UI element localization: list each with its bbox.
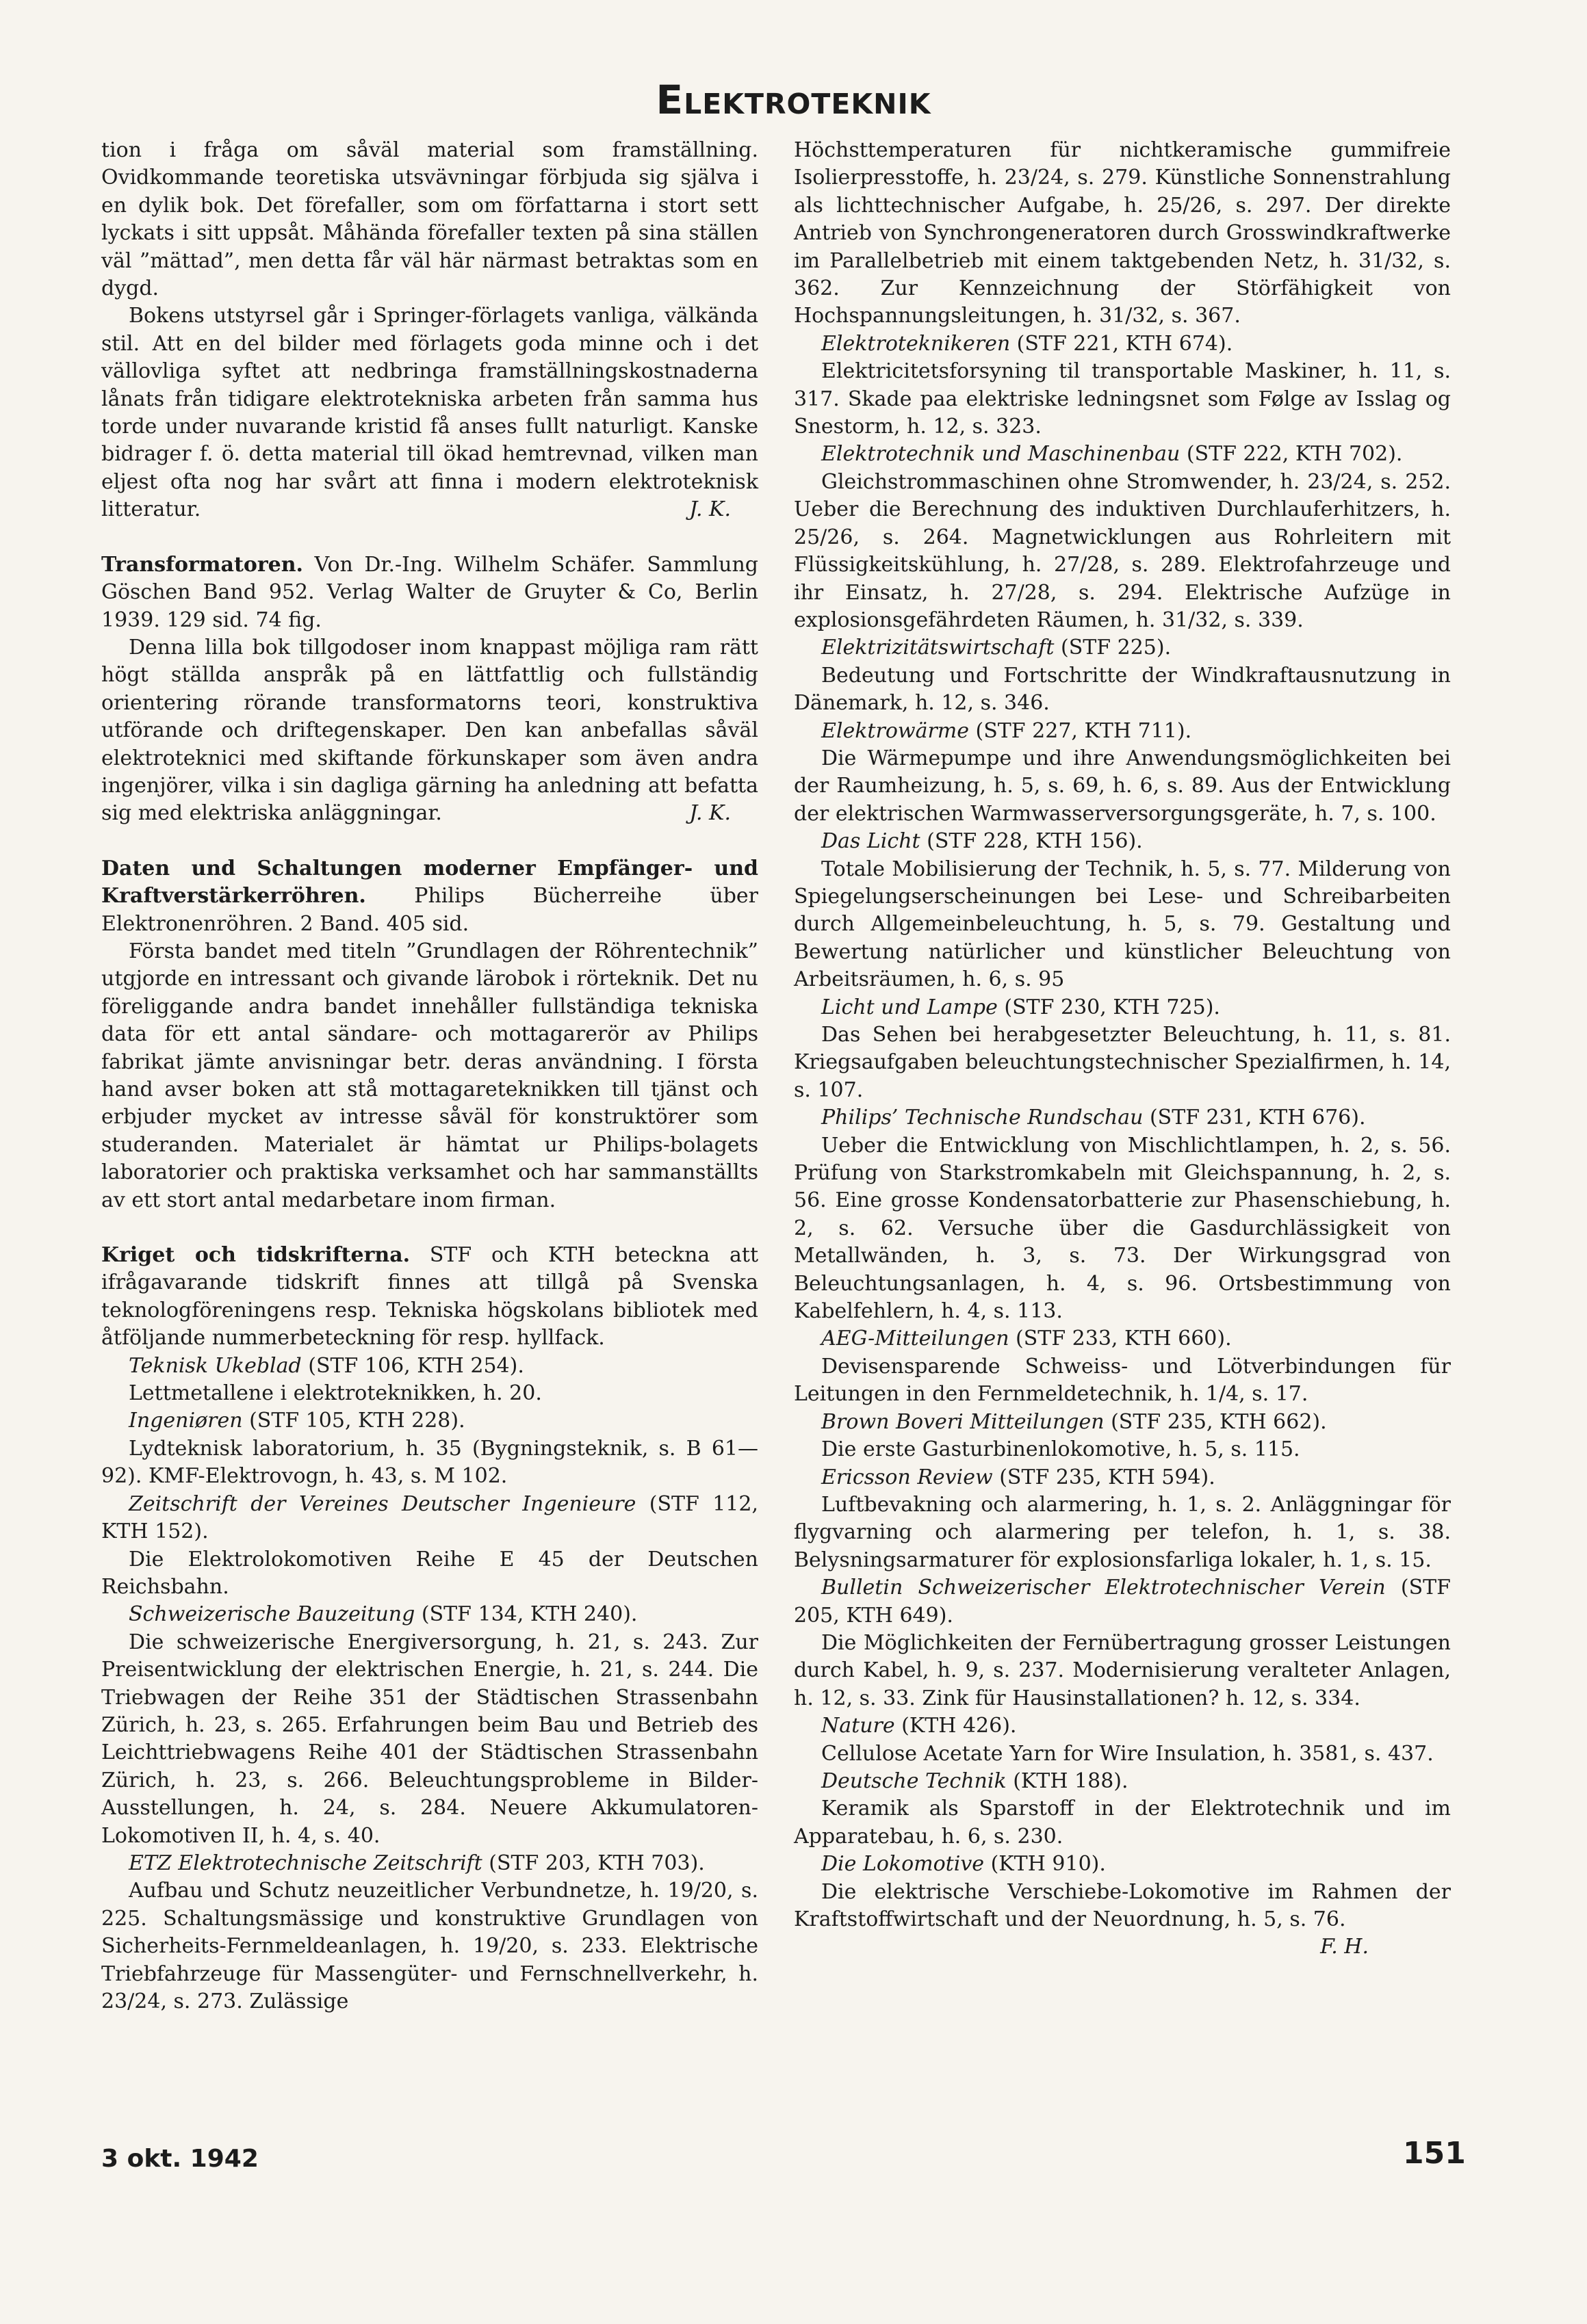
journal-articles: Elektricitetsforsyning til transportable Maskiner, h. 11, s. 317. Skade paa elektriske ledningsnet som Følge av Isslag og Snestorm, h. 12, s. 323. <box>794 359 1451 439</box>
journal-entry: Teknisk Ukeblad (STF 106, KTH 254). <box>129 1353 524 1378</box>
journal-entry: ETZ Elektrotechnische Zeitschrift (STF 203, KTH 703). <box>129 1851 705 1875</box>
journal-articles: Die Elektrolokomotiven Reihe E 45 der Deutschen Reichsbahn. <box>101 1547 758 1599</box>
journal-entry: Bulletin Schweizerischer Elektrotechnischer Verein (STF 205, KTH 649). <box>794 1576 1451 1628</box>
journal-entry: Elektrizitätswirtschaft (STF 225). <box>821 636 1172 660</box>
journal-entry: Brown Boveri Mitteilungen (STF 235, KTH 662). <box>821 1409 1327 1434</box>
page-number: 151 <box>1403 2136 1466 2171</box>
journal-entry: Deutsche Technik (KTH 188). <box>821 1768 1128 1793</box>
journal-articles: Keramik als Sparstoff in der Elektrotechnik und im Apparatebau, h. 6, s. 230. <box>794 1797 1451 1849</box>
journal-articles: Höchsttemperaturen für nichtkeramische gummifreie Isolierpresstoffe, h. 23/24, s. 279. Künstliche Sonnenstrahlung als lichttechnischer Aufgabe, h. 25/26, s. 297. Der direkte Antrieb von Synchrongeneratoren durch Grosswindkraftwerke im Parallelbetrieb mit einem taktgebenden Netz, h. 31/32, s. 362. Zur Kennzeichnung der Störfähigkeit von Hochspannungsleitungen, h. 31/32, s. 367. <box>794 138 1451 328</box>
review-daten-und-schaltungen: Daten und Schaltungen moderner Empfänger- und Kraftverstärkerröhren. Philips Bücherreihe über Elektronenröhren. 2 Band. 405 sid. <box>101 856 758 936</box>
review-transformatoren: Transformatoren. Von Dr.-Ing. Wilhelm Schäfer. Sammlung Göschen Band 952. Verlag Walter de Gruyter & Co, Berlin 1939. 129 sid. 74 fig. <box>101 552 758 632</box>
review-title: Transformatoren. <box>101 552 304 577</box>
signature: J. K. <box>689 801 731 826</box>
review-title: Daten und Schaltungen moderner Empfänger- und Kraftverstärkerröhren. <box>101 856 758 909</box>
paragraph: tion i fråga om såväl material som framställning. Ovidkommande teoretiska utsvävningar förbjuda sig själva i en dylik bok. Det förefaller, som om författarna i stort sett lyckats i sitt uppsåt. Måhända förefaller texten på sina ställen väl ”mättad”, men detta får väl här närmast betraktas som en dygd. <box>101 138 758 301</box>
journal-articles: Luftbevakning och alarmering, h. 1, s. 2. Anläggningar för flygvarning och alarmering per telefon, h. 1, s. 38. Belysningsarmaturer för explosionsfarliga lokaler, h. 1, s. 15. <box>794 1492 1451 1572</box>
journal-entry: Nature (KTH 426). <box>821 1714 1017 1738</box>
journal-entry: Ericsson Review (STF 235, KTH 594). <box>821 1465 1215 1489</box>
journal-articles: Gleichstrommaschinen ohne Stromwender, h. 23/24, s. 252. Ueber die Berechnung des induktiven Durchlauferhitzers, h. 25/26, s. 264. Magnetwicklungen aus Rohrleitern mit Flüssigkeitskühlung, h. 27/28, s. 289. Elektrofahrzeuge und ihr Einsatz, h. 27/28, s. 294. Elektrische Aufzüge in explosionsgefährdeten Räumen, h. 31/32, s. 339. <box>794 469 1451 632</box>
paragraph: Bokens utstyrsel går i Springer-förlagets vanliga, välkända stil. Att en del bilder med förlagets goda minne och i det vällovliga syftet att nedbringa framställningskostnaderna lånats från tidigare elektrotekniska arbeten från samma hus torde under nuvarande kristid få anses fullt naturligt. Kanske bidrager f. ö. detta material till ökad hemtrevnad, vilken man eljest ofta nog har svårt att finna i modern elektroteknisk litteratur. J. K. <box>101 302 758 523</box>
journal-entry: Das Licht (STF 228, KTH 156). <box>821 829 1143 854</box>
page-header: Elektroteknik <box>656 77 931 123</box>
journal-entry: Die Lokomotive (KTH 910). <box>821 1852 1106 1877</box>
section-title: Kriget och tidskrifterna. <box>101 1243 411 1268</box>
journal-articles: Die Wärmepumpe und ihre Anwendungsmöglichkeiten bei der Raumheizung, h. 5, s. 69, h. 6, s. 89. Aus der Entwicklung der elektrischen Warmwasserversorgungsgeräte, h. 7, s. 100. <box>794 746 1451 826</box>
journal-entry: Elektrowärme (STF 227, KTH 711). <box>821 718 1192 743</box>
signature: J. K. <box>689 497 731 522</box>
paragraph: Denna lilla bok tillgodoser inom knappast möjliga ram rätt högt ställda anspråk på en lättfattlig och fullständig orientering rörande transformatorns teori, konstruktiva utförande och driftegenskaper. Den kan anbefallas såväl elektroteknici med skiftande förkunskaper som även andra ingenjörer, vilka i sin dagliga gärning ha anledning att befatta sig med elektriska anläggningar. J. K. <box>101 634 758 828</box>
left-column <box>101 137 758 2015</box>
right-column <box>794 137 1451 1961</box>
journal-articles: Die elektrische Verschiebe-Lokomotive im Rahmen der Kraftstoffwirtschaft und der Neuordnung, h. 5, s. 76. <box>794 1879 1451 1931</box>
journal-articles: Totale Mobilisierung der Technik, h. 5, s. 77. Milderung von Spiegelungserscheinungen bei Lese- und Schreibarbeiten durch Allgemeinbeleuchtung, h. 5, s. 79. Gestaltung und Bewertung natürlicher und künstlicher Beleuchtung von Arbeitsräumen, h. 6, s. 95 <box>794 857 1451 992</box>
issue-date: 3 okt. 1942 <box>101 2145 259 2173</box>
journal-entry: Zeitschrift der Vereines Deutscher Ingenieure (STF 112, KTH 152). <box>101 1491 758 1544</box>
journal-articles: Die Möglichkeiten der Fernübertragung grosser Leistungen durch Kabel, h. 9, s. 237. Modernisierung veralteter Anlagen, h. 12, s. 33. Zink für Hausinstallationen? h. 12, s. 334. <box>794 1630 1451 1710</box>
signature: F. H. <box>1320 1935 1369 1959</box>
journal-articles: Lettmetallene i elektroteknikken, h. 20. <box>129 1381 542 1406</box>
journal-articles: Aufbau und Schutz neuzeitlicher Verbundnetze, h. 19/20, s. 225. Schaltungsmässige und konstruktive Grundlagen von Sicherheits-Fernmeldeanlagen, h. 19/20, s. 233. Elektrische Triebfahrzeuge für Massengüter- und Fernschnellverkehr, h. 23/24, s. 273. Zulässige <box>101 1879 758 2013</box>
journal-entry: AEG-Mitteilungen (STF 233, KTH 660). <box>821 1327 1232 1351</box>
journal-articles: Ueber die Entwicklung von Mischlichtlampen, h. 2, s. 56. Prüfung von Starkstromkabeln mit Gleichspannung, h. 2, s. 56. Eine grosse Kondensatorbatterie zur Phasenschiebung, h. 2, s. 62. Versuche über die Gasdurchlässigkeit von Metallwänden, h. 3, s. 73. Der Wirkungsgrad von Beleuchtungsanlagen, h. 4, s. 96. Ortsbestimmung von Kabelfehlern, h. 4, s. 113. <box>794 1133 1451 1324</box>
journal-entry: Ingeniøren (STF 105, KTH 228). <box>129 1409 465 1433</box>
journal-articles: Das Sehen bei herabgesetzter Beleuchtung, h. 11, s. 81. Kriegsaufgaben beleuchtungstechnischer Spezialfirmen, h. 14, s. 107. <box>794 1023 1451 1102</box>
journal-entry: Elektrotechnik und Maschinenbau (STF 222, KTH 702). <box>821 442 1403 467</box>
journal-entry: Philips’ Technische Rundschau (STF 231, KTH 676). <box>821 1106 1366 1130</box>
journal-entry: Elektroteknikeren (STF 221, KTH 674). <box>821 331 1233 356</box>
journal-entry: Licht und Lampe (STF 230, KTH 725). <box>821 995 1220 1019</box>
journal-articles: Devisensparende Schweiss- und Lötverbindungen für Leitungen in den Fernmeldetechnik, h. 1/4, s. 17. <box>794 1354 1451 1407</box>
journal-articles: Lydteknisk laboratorium, h. 35 (Bygningsteknik, s. B 61—92). KMF-Elektrovogn, h. 43, s. M 102. <box>101 1436 758 1489</box>
paragraph: Första bandet med titeln ”Grundlagen der Röhrentechnik” utgjorde en intressant och givande lärobok i rörteknik. Det nu föreliggande andra bandet innehåller fullständiga tekniska data för ett antal sändare- och mottagarerör av Philips fabrikat jämte anvisningar betr. deras användning. I första hand avser boken att stå mottagareteknikken till tjänst och erbjuder mycket av intresse såväl för konstruktörer som studeranden. Materialet är hämtat ur Philips-bolagets laboratorier och praktiska verksamhet och har sammanställts av ett stort antal medarbetare inom firman. <box>101 939 758 1212</box>
journal-entry: Schweizerische Bauzeitung (STF 134, KTH 240). <box>129 1602 638 1627</box>
section-kriget-och-tidskrifterna: Kriget och tidskrifterna. STF och KTH beteckna att ifrågavarande tidskrift finnes att tillgå på Svenska teknologföreningens resp. Tekniska högskolans bibliotek med åtföljande nummerbeteckning för resp. hyllfack. <box>101 1243 758 1350</box>
journal-articles: Die schweizerische Energiversorgung, h. 21, s. 243. Zur Preisentwicklung der elektrischen Energie, h. 21, s. 244. Die Triebwagen der Reihe 351 der Städtischen Strassenbahn Zürich, h. 23, s. 265. Erfahrungen beim Bau und Betrieb des Leichttriebwagens Reihe 401 der Städtischen Strassenbahn Zürich, h. 23, s. 266. Beleuchtungsprobleme in Bilder-Ausstellungen, h. 24, s. 284. Neuere Akkumulatoren-Lokomotiven II, h. 4, s. 40. <box>101 1630 758 1848</box>
journal-articles: Die erste Gasturbinenlokomotive, h. 5, s. 115. <box>821 1437 1300 1462</box>
journal-articles: Bedeutung und Fortschritte der Windkraftausnutzung in Dänemark, h. 12, s. 346. <box>794 663 1451 716</box>
journal-articles: Cellulose Acetate Yarn for Wire Insulation, h. 3581, s. 437. <box>821 1741 1434 1766</box>
